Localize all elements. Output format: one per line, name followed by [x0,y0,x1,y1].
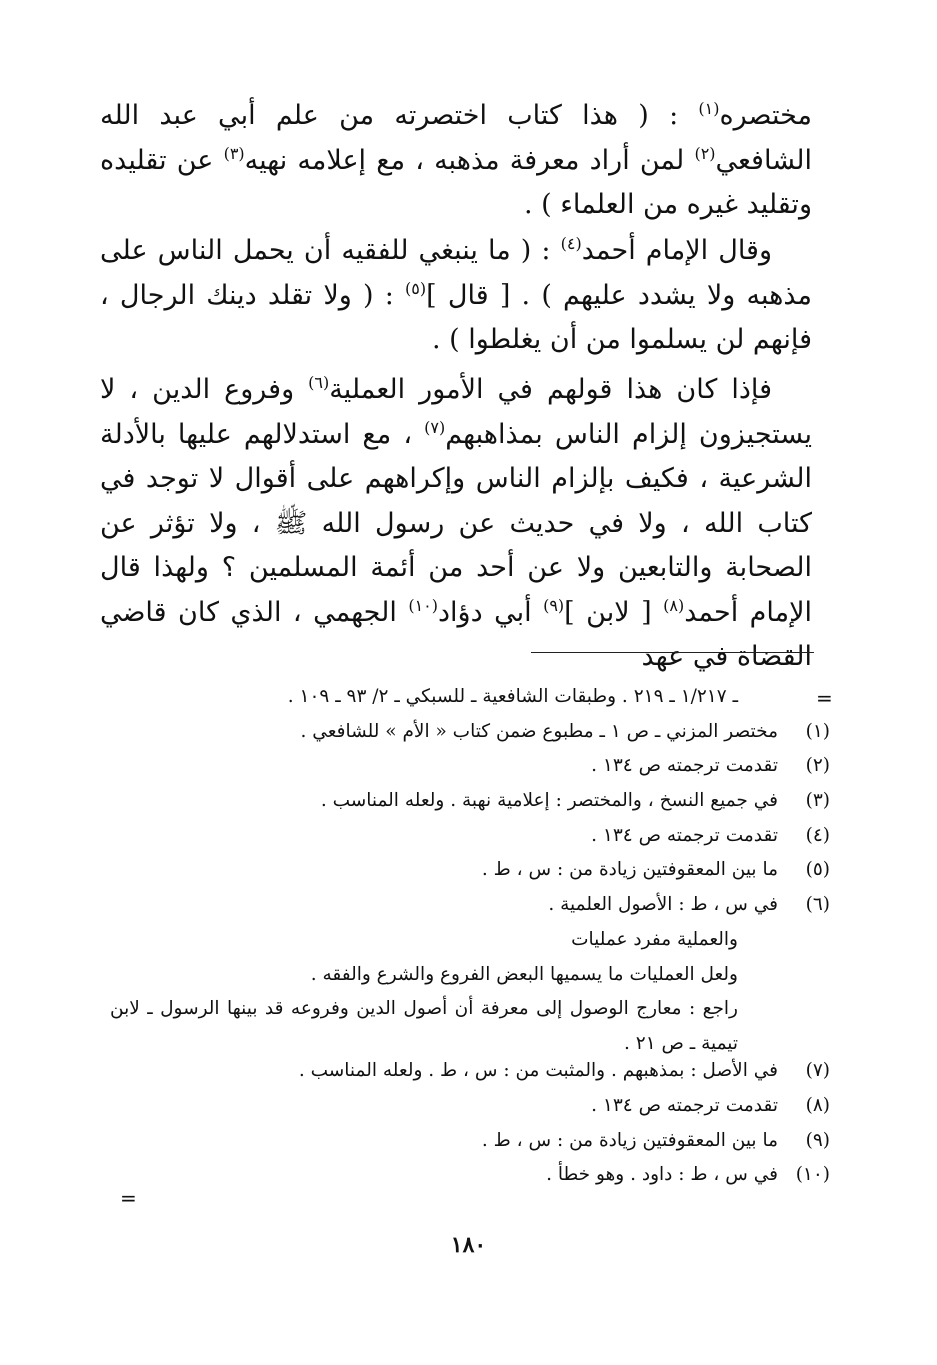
footnote-ref-2[interactable]: (٢) [694,143,716,163]
footnote-2 [110,749,830,784]
footnote-text: في س ، ط : داود . وهو خطأ . [546,1164,778,1186]
page-number: ١٨٠ [450,1232,487,1258]
footnote-ref-1[interactable]: (١) [698,99,720,118]
footnote-marker: (٧) [805,1060,830,1082]
text-run: [ لابن ] [564,596,664,628]
text-run: مختصره [719,100,812,131]
footnotes [110,680,830,1193]
footnote-text: والعملية مفرد عمليات [571,928,738,950]
footnote-ref-5[interactable]: (٥) [405,278,427,298]
paragraph-1 [100,94,812,228]
footnote-text: تقدمت ترجمته ص ١٣٤ . [591,755,778,777]
text-run: : ( هذا كتاب اختصرته من علم أبي عبد الله الشافعي [100,100,813,176]
footnote-text: راجع : معارج الوصول إلى معرفة أن أصول الدين وفروعه قد بينها الرسول ـ لابن تيمية ـ ص ٢١ . [110,998,738,1054]
footnote-marker: (١) [805,720,830,742]
text-run: أبي دؤاد [438,596,544,628]
footnote-text: ـ ١/٢١٧ ـ ٢١٩ . وطبقات الشافعية ـ للسبكي ـ ٢/ ٩٣ ـ ١٠٩ . [287,686,738,707]
footnote-6-line [110,992,830,1054]
paragraph-3 [100,368,812,680]
footnote-text: ما بين المعقوفتين زيادة من : س ، ط . [481,859,778,881]
footnote-text: مختصر المزني ـ ص ١ ـ مطبوع ضمن كتاب « الأم » للشافعي . [300,720,778,742]
footnote-text: تقدمت ترجمته ص ١٣٤ . [591,824,778,846]
text-run: وقال الإمام أحمد [581,235,773,266]
footnote-ref-4[interactable]: (٤) [560,234,582,253]
paragraph-2 [100,229,812,363]
footnote-marker: (١٠) [795,1164,830,1186]
footnote-marker: (٥) [805,859,830,881]
footnote-3 [110,784,830,819]
footnote-text: ولعل العمليات ما يسميها البعض الفروع والشرع والفقه . [310,963,738,985]
text-run: : ( ولا تقلد دينك الرجال ، فإنهم لن يسلموا من أن يغلطوا ) . [100,279,812,355]
footnote-7 [110,1054,830,1089]
footnote-6 [110,888,830,923]
indent [772,374,812,405]
footnote-text: في الأصل : بمذهبهم . والمثبت من : س ، ط . ولعله المناسب . [298,1060,778,1082]
footnote-ref-9[interactable]: (٩) [543,595,565,615]
footnote-6-line [110,923,830,958]
text-run: فإذا كان هذا قولهم في الأمور العملية [329,374,772,405]
text-run: ، مع استدلالهم عليها بالأدلة الشرعية ، فكيف بإلزام الناس وإكراههم على أقوال لا توجد في كتاب الله ، ولا في حديث عن رسول الله ﷺ ، ولا تؤثر عن الصحابة والتابعين ولا عن أحد من أئمة المسلمين ؟ ولهذا قال الإمام أحمد [100,418,812,628]
footnote-marker: (٨) [805,1094,830,1116]
text-run: : ( ما ينبغي للفقيه أن يحمل الناس على مذهبه ولا يشدد عليهم ) . [ قال ] [100,235,812,311]
footnote-1 [110,715,830,750]
footnote-8 [110,1089,830,1124]
footnote-text: تقدمت ترجمته ص ١٣٤ . [591,1094,778,1116]
text-run: الجهمي ، الذي كان قاضي القضاة في عهد [100,596,812,672]
footnote-marker: (٣) [805,790,830,812]
text-run: عن تقليده وتقليد غيره من العلماء ) . [100,144,812,220]
footnote-marker: (٢) [805,755,830,777]
footnote-10 [110,1158,830,1193]
footnote-4 [110,819,830,854]
indent [772,235,812,266]
footnote-6-line [110,958,830,993]
footnote-separator [531,652,814,653]
footnote-marker: (٩) [805,1129,830,1151]
continuation-mark: = [816,686,833,710]
footnote-marker: (٦) [805,894,830,916]
footnote-ref-7[interactable]: (٧) [424,417,446,437]
text-run: لمن أراد معرفة مذهبه ، مع إعلامه نهيه [244,144,695,176]
text-run: وفروع الدين ، لا يستجيزون إلزام الناس بمذاهبهم [100,374,812,450]
footnote-ref-3[interactable]: (٣) [223,143,245,163]
footnote-ref-10[interactable]: (١٠) [408,595,439,615]
footnote-ref-8[interactable]: (٨) [663,595,685,615]
continues-mark: = [120,1186,137,1210]
footnote-9 [110,1124,830,1159]
footnote-text: في جميع النسخ ، والمختصر : إعلامية نهبة . ولعله المناسب . [320,790,778,812]
footnote-ref-6[interactable]: (٦) [308,373,330,392]
footnote-marker: (٤) [805,824,830,846]
footnote-continuation [110,680,830,715]
footnote-5 [110,853,830,888]
footnote-text: ما بين المعقوفتين زيادة من : س ، ط . [481,1129,778,1151]
footnote-text: في س ، ط : الأصول العلمية . [548,894,778,916]
